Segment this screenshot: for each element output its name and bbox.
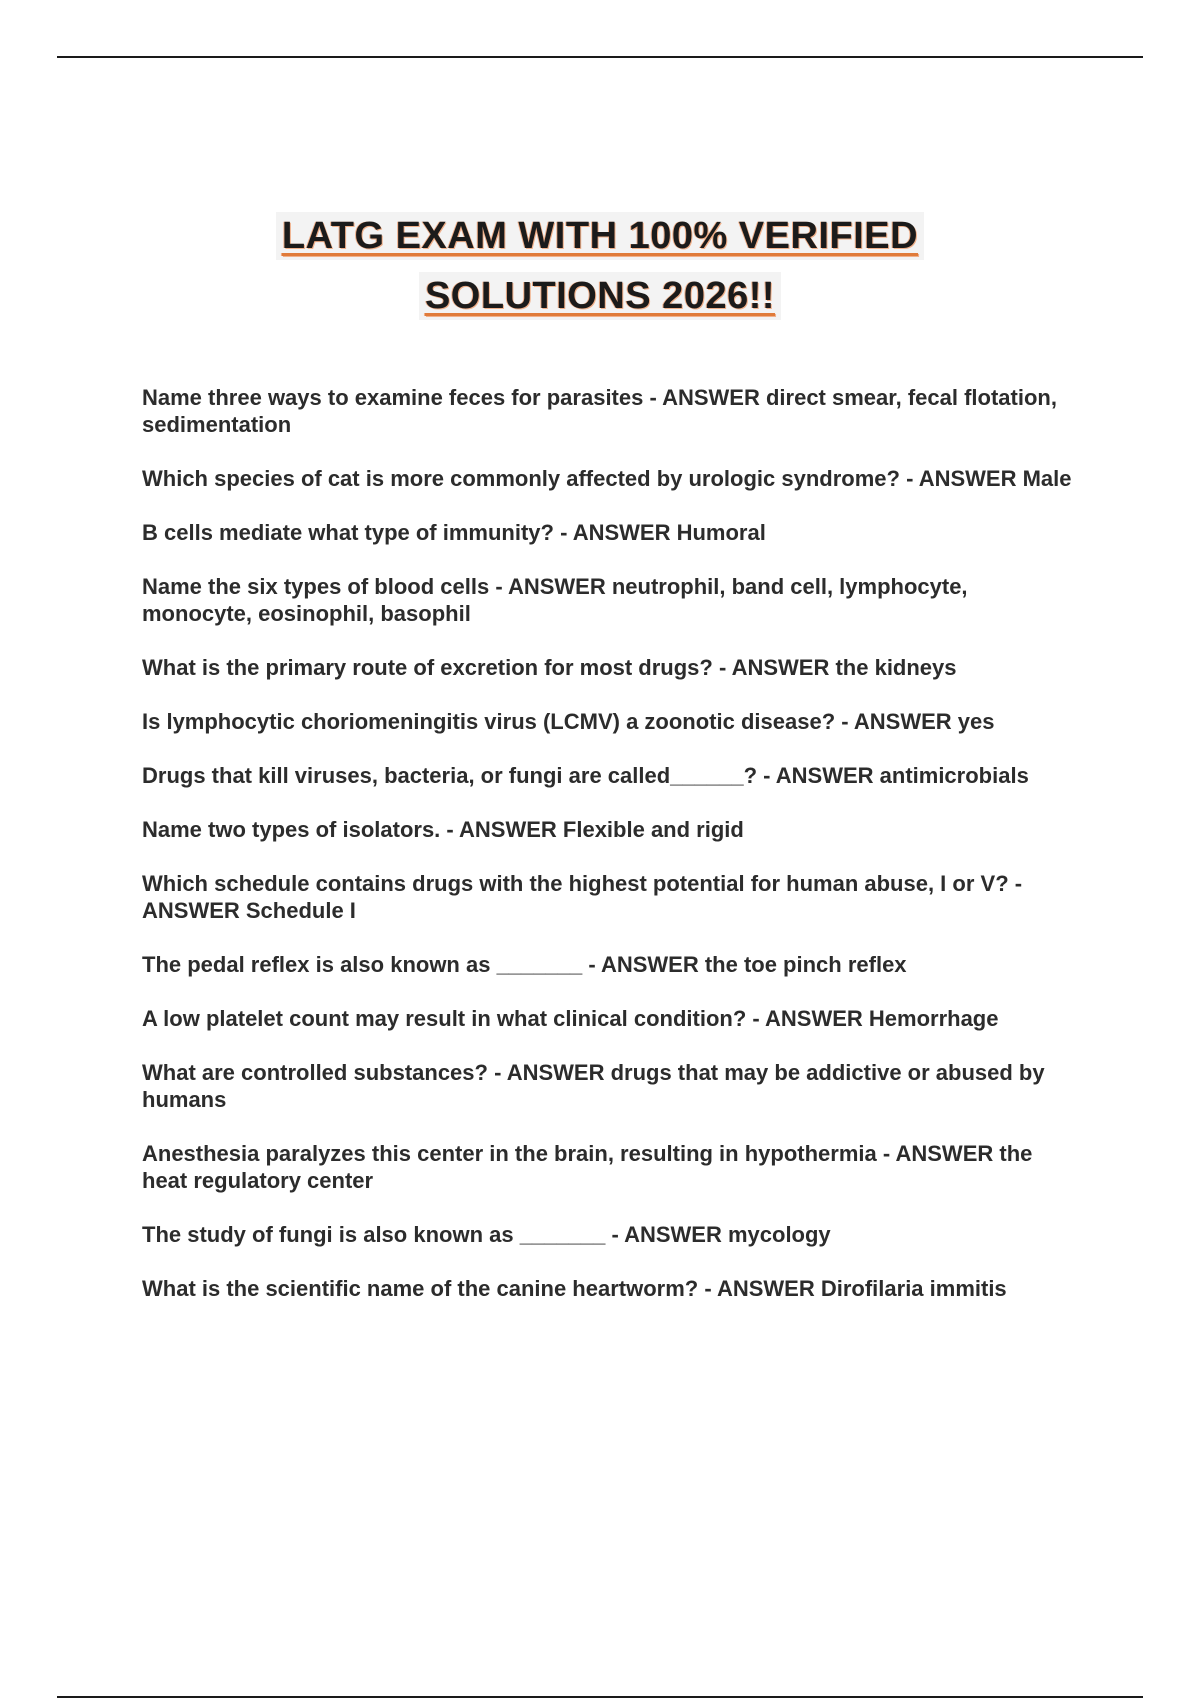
qa-item-11: A low platelet count may result in what clinical condition? - ANSWER Hemorrhage xyxy=(142,1006,999,1031)
top-divider xyxy=(57,56,1143,58)
qa-item-4: Name the six types of blood cells - ANSWER neutrophil, band cell, lymphocyte, monocyte, eosinophil, basophil xyxy=(142,574,968,626)
qa-item-7: Drugs that kill viruses, bacteria, or fungi are called______? - ANSWER antimicrobials xyxy=(142,763,1029,788)
qa-item-13: Anesthesia paralyzes this center in the brain, resulting in hypothermia - ANSWER the heat regulatory center xyxy=(142,1141,1033,1193)
qa-item-14: The study of fungi is also known as _______ - ANSWER mycology xyxy=(142,1222,831,1247)
qa-item-9: Which schedule contains drugs with the highest potential for human abuse, I or V? - ANSWER Schedule I xyxy=(142,871,1023,923)
qa-item-10: The pedal reflex is also known as _______ - ANSWER the toe pinch reflex xyxy=(142,952,907,977)
qa-item-1: Name three ways to examine feces for parasites - ANSWER direct smear, fecal flotation, sedimentation xyxy=(142,385,1057,437)
qa-item-3: B cells mediate what type of immunity? - ANSWER Humoral xyxy=(142,520,766,545)
bottom-divider xyxy=(57,1696,1143,1698)
document-title xyxy=(0,212,1200,332)
qa-list xyxy=(142,384,1072,1329)
qa-item-2: Which species of cat is more commonly affected by urologic syndrome? - ANSWER Male xyxy=(142,466,1072,491)
qa-item-8: Name two types of isolators. - ANSWER Flexible and rigid xyxy=(142,817,744,842)
qa-item-5: What is the primary route of excretion for most drugs? - ANSWER the kidneys xyxy=(142,655,957,680)
qa-item-15: What is the scientific name of the canine heartworm? - ANSWER Dirofilaria immitis xyxy=(142,1276,1007,1301)
title-line-2: SOLUTIONS 2026!! xyxy=(419,272,781,320)
qa-item-6: Is lymphocytic choriomeningitis virus (LCMV) a zoonotic disease? - ANSWER yes xyxy=(142,709,995,734)
title-line-1: LATG EXAM WITH 100% VERIFIED xyxy=(276,212,924,260)
qa-item-12: What are controlled substances? - ANSWER drugs that may be addictive or abused by humans xyxy=(142,1060,1045,1112)
